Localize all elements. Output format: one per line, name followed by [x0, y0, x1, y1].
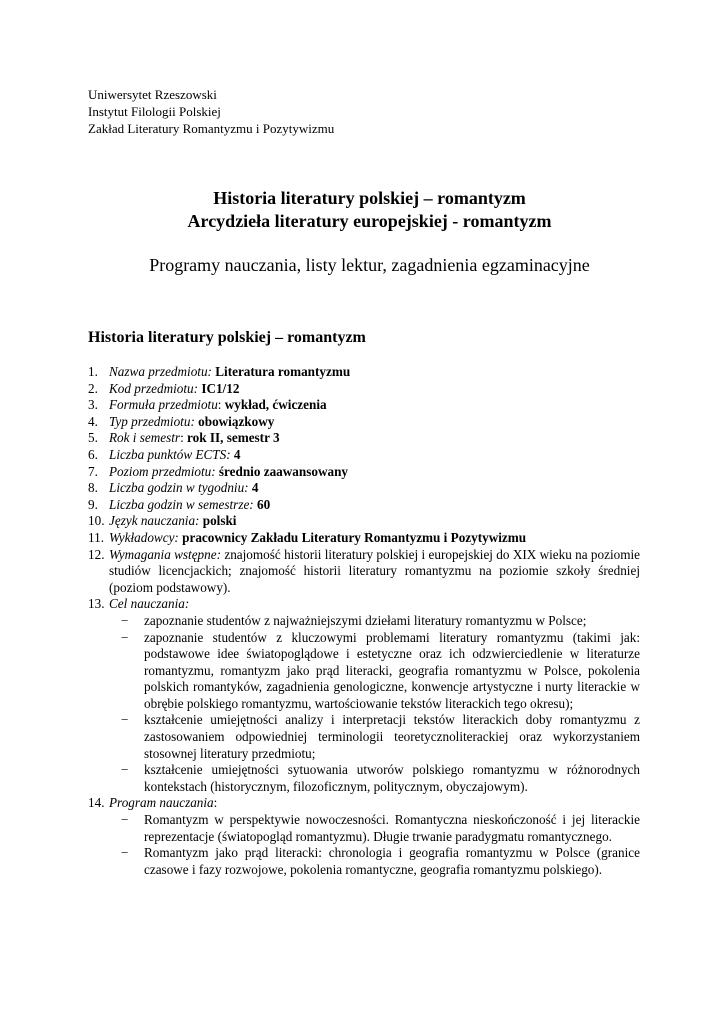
item-number: 2.	[88, 380, 98, 396]
item-separator: :	[217, 397, 222, 413]
dash-bullet: −	[121, 629, 129, 645]
item-value: pracownicy Zakładu Literatury Romantyzmu i Pozytywizmu	[182, 529, 527, 545]
university-name: Uniwersytet Rzeszowski	[88, 87, 217, 102]
list-item	[88, 497, 640, 514]
document-title-2: Arcydzieła literatury europejskiej - romantyzm	[187, 211, 552, 231]
program-text: Romantyzm jako prąd literacki: chronologia i geografia romantyzmu w Polsce (granice czasowe i fazy rozwojowe, pokolenia romantyczne, geografia romantyzmu polskiego).	[144, 845, 640, 877]
item-label: Wykładowcy:	[109, 529, 179, 545]
item-label: Poziom przedmiotu:	[109, 463, 216, 479]
item-label: Język nauczania:	[109, 513, 200, 529]
list-item	[88, 430, 640, 447]
goal-text: kształcenie umiejętności sytuowania utworów polskiego romantyzmu w różnorodnych kontekstach (historycznym, filozoficznym, politycznym, obyczajowym).	[144, 762, 640, 794]
item-label: Cel nauczania:	[109, 596, 190, 612]
item-value: 4	[233, 446, 241, 462]
document-subtitle: Programy nauczania, listy lektur, zagadnienia egzaminacyjne	[149, 255, 590, 275]
item-number: 13.	[88, 596, 105, 612]
item-label: Wymagania wstępne:	[109, 546, 221, 562]
item-number: 3.	[88, 397, 98, 413]
document-title-block	[0, 187, 725, 277]
item-number: 1.	[88, 364, 98, 379]
item-value: IC1/12	[201, 380, 240, 396]
item-label: Program nauczania	[109, 795, 214, 811]
item-value: 60	[257, 496, 271, 512]
goal-text: zapoznanie studentów z najważniejszymi dziełami literatury romantyzmu w Polsce;	[144, 612, 587, 628]
dash-bullet: −	[121, 812, 129, 828]
program-text: Romantyzm w perspektywie nowoczesności. Romantyczna nieskończoność i jej literackie reprezentacje (światopogląd romantyzmu). Długie trwanie paradygmatu romantycznego.	[144, 812, 640, 844]
item-separator: :	[213, 795, 218, 811]
dash-bullet: −	[121, 612, 129, 628]
item-value: Literatura romantyzmu	[215, 364, 351, 379]
item-value: 4	[251, 480, 259, 496]
list-item	[88, 414, 640, 431]
list-item	[88, 464, 640, 481]
item-label: Formuła przedmiotu	[109, 397, 218, 413]
item-number: 9.	[88, 496, 98, 512]
item-value: obowiązkowy	[198, 413, 275, 429]
item-label: Liczba punktów ECTS:	[109, 446, 231, 462]
item-label: Kod przedmiotu:	[109, 380, 199, 396]
goal-list-item	[88, 712, 640, 762]
dash-bullet: −	[121, 762, 129, 778]
goal-list-item	[88, 630, 640, 713]
item-number: 11.	[88, 529, 104, 545]
item-label: Liczba godzin w semestrze:	[109, 496, 254, 512]
list-item	[88, 547, 640, 597]
item-label: Rok i semestr	[109, 430, 181, 446]
list-item	[88, 364, 640, 381]
item-value: rok II, semestr 3	[187, 430, 280, 446]
list-item	[88, 530, 640, 547]
item-number: 14.	[88, 795, 105, 811]
list-item	[88, 397, 640, 414]
dash-bullet: −	[121, 845, 129, 861]
goal-text: kształcenie umiejętności analizy i interpretacji tekstów literackich doby romantyzmu z zastosowaniem odpowiedniej terminologii teoretycznoliterackiej oraz wykorzystaniem stosownej literatury przedmiotu;	[144, 712, 640, 761]
list-item	[88, 513, 640, 530]
list-item	[88, 596, 640, 613]
item-number: 12.	[88, 546, 105, 562]
item-number: 7.	[88, 463, 98, 479]
program-list-item	[88, 812, 640, 845]
item-number: 10.	[88, 513, 105, 529]
goal-text: zapoznanie studentów z kluczowymi problemami literatury romantyzmu (takimi jak: podstawowe idee światopoglądowe i estetyczne oraz ich odzwierciedlenie w literaturze romantyzmu, romantyzm jako prąd literacki, geografia romantyzmu w Polsce, pokolenia polskich romantyków, zagadnienia genologiczne, konwencje artystyczne i nurty literackie w obrębie polskiego romantyzmu, wartościowanie tekstów literackich tego okresu);	[144, 629, 640, 711]
item-number: 4.	[88, 413, 98, 429]
item-text: znajomość historii literatury polskiej i europejskiej do XIX wieku na poziomie studiów licencjackich; znajomość historii literatury romantyzmu na poziomie szkoły średniej (poziom podstawowy).	[109, 546, 641, 595]
item-number: 8.	[88, 480, 98, 496]
item-separator: :	[180, 430, 184, 446]
section-title: Historia literatury polskiej – romantyzm	[88, 329, 366, 346]
item-number: 6.	[88, 446, 98, 462]
item-value: wykład, ćwiczenia	[224, 397, 327, 413]
item-label: Nazwa przedmiotu:	[109, 364, 212, 379]
list-item	[88, 447, 640, 464]
dash-bullet: −	[121, 712, 129, 728]
course-info-list	[88, 364, 640, 878]
list-item	[88, 795, 640, 812]
item-number: 5.	[88, 430, 98, 446]
item-value: średnio zaawansowany	[218, 463, 348, 479]
program-list-item	[88, 845, 640, 878]
list-item	[88, 381, 640, 398]
item-label: Typ przedmiotu:	[109, 413, 195, 429]
list-item	[88, 480, 640, 497]
institution-header	[88, 86, 334, 137]
goal-list-item	[88, 613, 640, 630]
item-label: Liczba godzin w tygodniu:	[109, 480, 249, 496]
goal-list-item	[88, 762, 640, 795]
institute-name: Instytut Filologii Polskiej	[88, 104, 221, 119]
item-value: polski	[202, 513, 237, 529]
document-title-1: Historia literatury polskiej – romantyzm	[213, 188, 526, 208]
department-name: Zakład Literatury Romantyzmu i Pozytywizmu	[88, 121, 335, 136]
